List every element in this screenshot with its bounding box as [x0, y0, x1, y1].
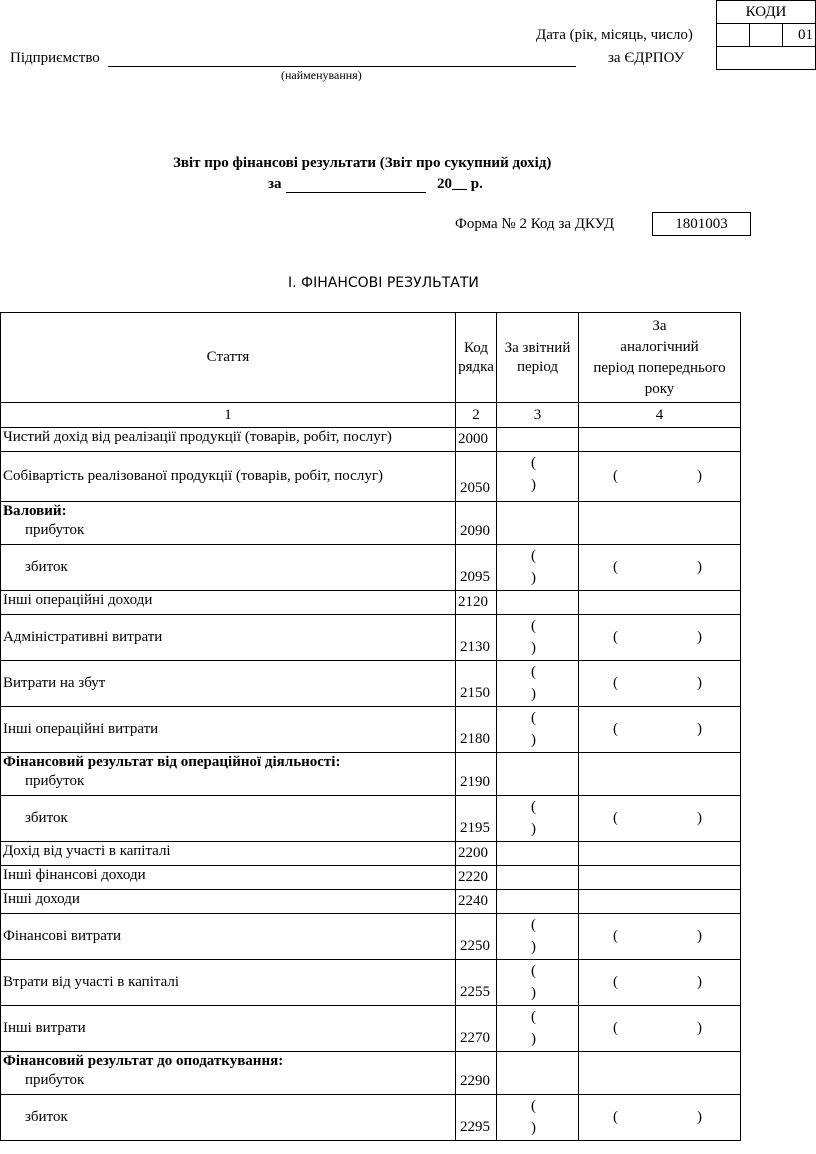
paren-close: ): [697, 1020, 702, 1036]
row-article: [1, 1006, 456, 1052]
col-number: 4: [579, 403, 741, 428]
row-label: Інші фінансові доходи: [3, 867, 146, 883]
row-article: [1, 615, 456, 661]
section-title: I. ФІНАНСОВІ РЕЗУЛЬТАТИ: [288, 275, 479, 291]
row-label: прибуток: [25, 522, 85, 538]
dkud-code: 1801003: [652, 212, 751, 236]
current-period-value[interactable]: [497, 1095, 579, 1141]
paren-open: (: [531, 710, 536, 726]
table-row: [1, 452, 741, 502]
paren-open: (: [531, 1098, 536, 1114]
col-number: 3: [497, 403, 579, 428]
form-label: Форма № 2 Код за ДКУД: [455, 216, 615, 232]
previous-period-value[interactable]: [579, 914, 741, 960]
header-previous-period: За аналогічний період попереднього року: [579, 313, 741, 403]
row-article: [1, 866, 456, 890]
row-code: 2295: [456, 1095, 497, 1141]
row-code: 2180: [456, 707, 497, 753]
row-code: 2240: [456, 890, 497, 914]
row-code: 2290: [456, 1052, 497, 1095]
paren-close: ): [531, 1120, 536, 1136]
edrpou-code-cell[interactable]: [717, 47, 816, 70]
current-period-value[interactable]: [497, 502, 579, 545]
current-period-value[interactable]: [497, 1052, 579, 1095]
row-label: Адміністративні витрати: [3, 629, 163, 645]
row-code: 2000: [456, 428, 497, 452]
table-row: [1, 707, 741, 753]
table-row: [1, 545, 741, 591]
row-label: Інші операційні витрати: [3, 721, 159, 737]
table-row: [1, 914, 741, 960]
current-period-value[interactable]: [497, 914, 579, 960]
row-article: [1, 428, 456, 452]
previous-period-value[interactable]: [579, 1095, 741, 1141]
table-row: [1, 661, 741, 707]
paren-close: ): [697, 675, 702, 691]
row-code: 2220: [456, 866, 497, 890]
row-article: [1, 960, 456, 1006]
table-row: [1, 753, 741, 796]
table-row: [1, 502, 741, 545]
row-code: 2090: [456, 502, 497, 545]
paren-close: ): [531, 686, 536, 702]
previous-period-value[interactable]: [579, 842, 741, 866]
current-period-value[interactable]: [497, 591, 579, 615]
paren-close: ): [697, 559, 702, 575]
row-article: [1, 914, 456, 960]
row-code: 2120: [456, 591, 497, 615]
row-code: 2195: [456, 796, 497, 842]
row-group-title: Фінансовий результат від операційної діяльності:: [3, 754, 341, 770]
current-period-value[interactable]: [497, 890, 579, 914]
paren-close: ): [531, 1031, 536, 1047]
previous-period-value[interactable]: [579, 960, 741, 1006]
period-year: 20__ р.: [437, 176, 483, 192]
row-label: Інші доходи: [3, 891, 80, 907]
name-hint: (найменування): [281, 68, 362, 82]
row-label: Дохід від участі в капіталі: [3, 843, 171, 859]
current-period-value[interactable]: [497, 615, 579, 661]
row-label: збиток: [25, 1109, 68, 1125]
paren-open: (: [613, 928, 618, 944]
row-label: Чистий дохід від реалізації продукції (товарів, робіт, послуг): [3, 429, 392, 445]
row-label: збиток: [25, 559, 68, 575]
row-code: 2130: [456, 615, 497, 661]
paren-close: ): [531, 821, 536, 837]
row-code: 2150: [456, 661, 497, 707]
current-period-value[interactable]: [497, 661, 579, 707]
current-period-value[interactable]: [497, 842, 579, 866]
codes-title: КОДИ: [717, 1, 816, 24]
paren-open: (: [613, 1020, 618, 1036]
paren-close: ): [531, 732, 536, 748]
previous-period-value[interactable]: [579, 707, 741, 753]
col-number: 1: [1, 403, 456, 428]
period-field[interactable]: [286, 176, 426, 193]
paren-close: ): [697, 1109, 702, 1125]
table-row: [1, 428, 741, 452]
previous-period-value[interactable]: [579, 615, 741, 661]
col-number: 2: [456, 403, 497, 428]
row-label: Собівартість реалізованої продукції (товарів, робіт, послуг): [3, 468, 383, 484]
paren-open: (: [613, 1109, 618, 1125]
previous-period-value[interactable]: [579, 1006, 741, 1052]
row-code: 2255: [456, 960, 497, 1006]
paren-open: (: [531, 664, 536, 680]
row-article: [1, 1095, 456, 1141]
row-article: [1, 1052, 456, 1095]
paren-open: (: [613, 974, 618, 990]
row-article: [1, 661, 456, 707]
previous-period-value[interactable]: [579, 661, 741, 707]
paren-close: ): [697, 810, 702, 826]
row-label: прибуток: [25, 773, 85, 789]
row-code: 2200: [456, 842, 497, 866]
paren-open: (: [613, 468, 618, 484]
row-article: [1, 502, 456, 545]
previous-period-value[interactable]: [579, 545, 741, 591]
paren-open: (: [613, 721, 618, 737]
row-group-title: Фінансовий результат до оподаткування:: [3, 1053, 284, 1069]
paren-open: (: [613, 810, 618, 826]
current-period-value[interactable]: [497, 796, 579, 842]
paren-close: ): [697, 721, 702, 737]
previous-period-value[interactable]: [579, 866, 741, 890]
current-period-value[interactable]: [497, 545, 579, 591]
paren-close: ): [531, 939, 536, 955]
date-year-cell[interactable]: [717, 24, 750, 47]
previous-period-value[interactable]: [579, 796, 741, 842]
paren-close: ): [697, 974, 702, 990]
row-code: 2250: [456, 914, 497, 960]
table-row: [1, 1095, 741, 1141]
row-label: Фінансові витрати: [3, 928, 122, 944]
row-article: [1, 890, 456, 914]
paren-close: ): [697, 468, 702, 484]
row-group-title: Валовий:: [3, 503, 67, 519]
paren-open: (: [531, 618, 536, 634]
row-article: [1, 591, 456, 615]
table-row: [1, 615, 741, 661]
paren-close: ): [697, 928, 702, 944]
column-number-row: [1, 403, 741, 428]
date-label: Дата (рік, місяць, число): [536, 27, 693, 43]
paren-close: ): [531, 640, 536, 656]
date-code-cell: 01: [783, 24, 816, 47]
row-label: Витрати на збут: [3, 675, 106, 691]
table-row: [1, 866, 741, 890]
codes-box: [716, 0, 816, 70]
paren-open: (: [613, 629, 618, 645]
paren-open: (: [531, 963, 536, 979]
paren-close: ): [531, 570, 536, 586]
table-row: [1, 1006, 741, 1052]
paren-open: (: [613, 675, 618, 691]
current-period-value[interactable]: [497, 866, 579, 890]
row-label: Інші операційні доходи: [3, 592, 153, 608]
row-code: 2190: [456, 753, 497, 796]
row-article: [1, 707, 456, 753]
row-label: прибуток: [25, 1072, 85, 1088]
previous-period-value[interactable]: [579, 753, 741, 796]
paren-open: (: [531, 917, 536, 933]
paren-open: (: [613, 559, 618, 575]
row-article: [1, 796, 456, 842]
current-period-value[interactable]: [497, 707, 579, 753]
table-row: [1, 890, 741, 914]
header-code: Код рядка: [456, 313, 497, 403]
previous-period-value[interactable]: [579, 1052, 741, 1095]
current-period-value[interactable]: [497, 960, 579, 1006]
report-title: Звіт про фінансові результати (Звіт про сукупний дохід): [173, 155, 552, 171]
row-label: збиток: [25, 810, 68, 826]
paren-close: ): [697, 629, 702, 645]
row-article: [1, 753, 456, 796]
paren-open: (: [531, 1009, 536, 1025]
enterprise-name-field[interactable]: [108, 50, 576, 67]
table-row: [1, 591, 741, 615]
financial-results-table: [0, 312, 741, 1141]
table-row: [1, 1052, 741, 1095]
header-article: Стаття: [1, 313, 456, 403]
previous-period-value[interactable]: [579, 502, 741, 545]
row-article: [1, 545, 456, 591]
table-header-row: [1, 313, 741, 403]
paren-close: ): [531, 477, 536, 493]
paren-open: (: [531, 548, 536, 564]
table-row: [1, 796, 741, 842]
current-period-value[interactable]: [497, 428, 579, 452]
paren-open: (: [531, 799, 536, 815]
paren-open: (: [531, 455, 536, 471]
previous-period-value[interactable]: [579, 890, 741, 914]
table-row: [1, 842, 741, 866]
row-code: 2270: [456, 1006, 497, 1052]
previous-period-value[interactable]: [579, 428, 741, 452]
row-code: 2095: [456, 545, 497, 591]
previous-period-value[interactable]: [579, 591, 741, 615]
row-label: Втрати від участі в капіталі: [3, 974, 180, 990]
current-period-value[interactable]: [497, 452, 579, 502]
period-prefix: за: [268, 176, 282, 192]
paren-close: ): [531, 985, 536, 1001]
row-article: [1, 842, 456, 866]
header-current-period: За звітний період: [497, 313, 579, 403]
date-month-cell[interactable]: [750, 24, 783, 47]
row-code: 2050: [456, 452, 497, 502]
row-label: Інші витрати: [3, 1020, 86, 1036]
table-row: [1, 960, 741, 1006]
current-period-value[interactable]: [497, 753, 579, 796]
edrpou-label: за ЄДРПОУ: [608, 50, 685, 66]
row-article: [1, 452, 456, 502]
current-period-value[interactable]: [497, 1006, 579, 1052]
enterprise-label: Підприємство: [10, 50, 100, 66]
previous-period-value[interactable]: [579, 452, 741, 502]
